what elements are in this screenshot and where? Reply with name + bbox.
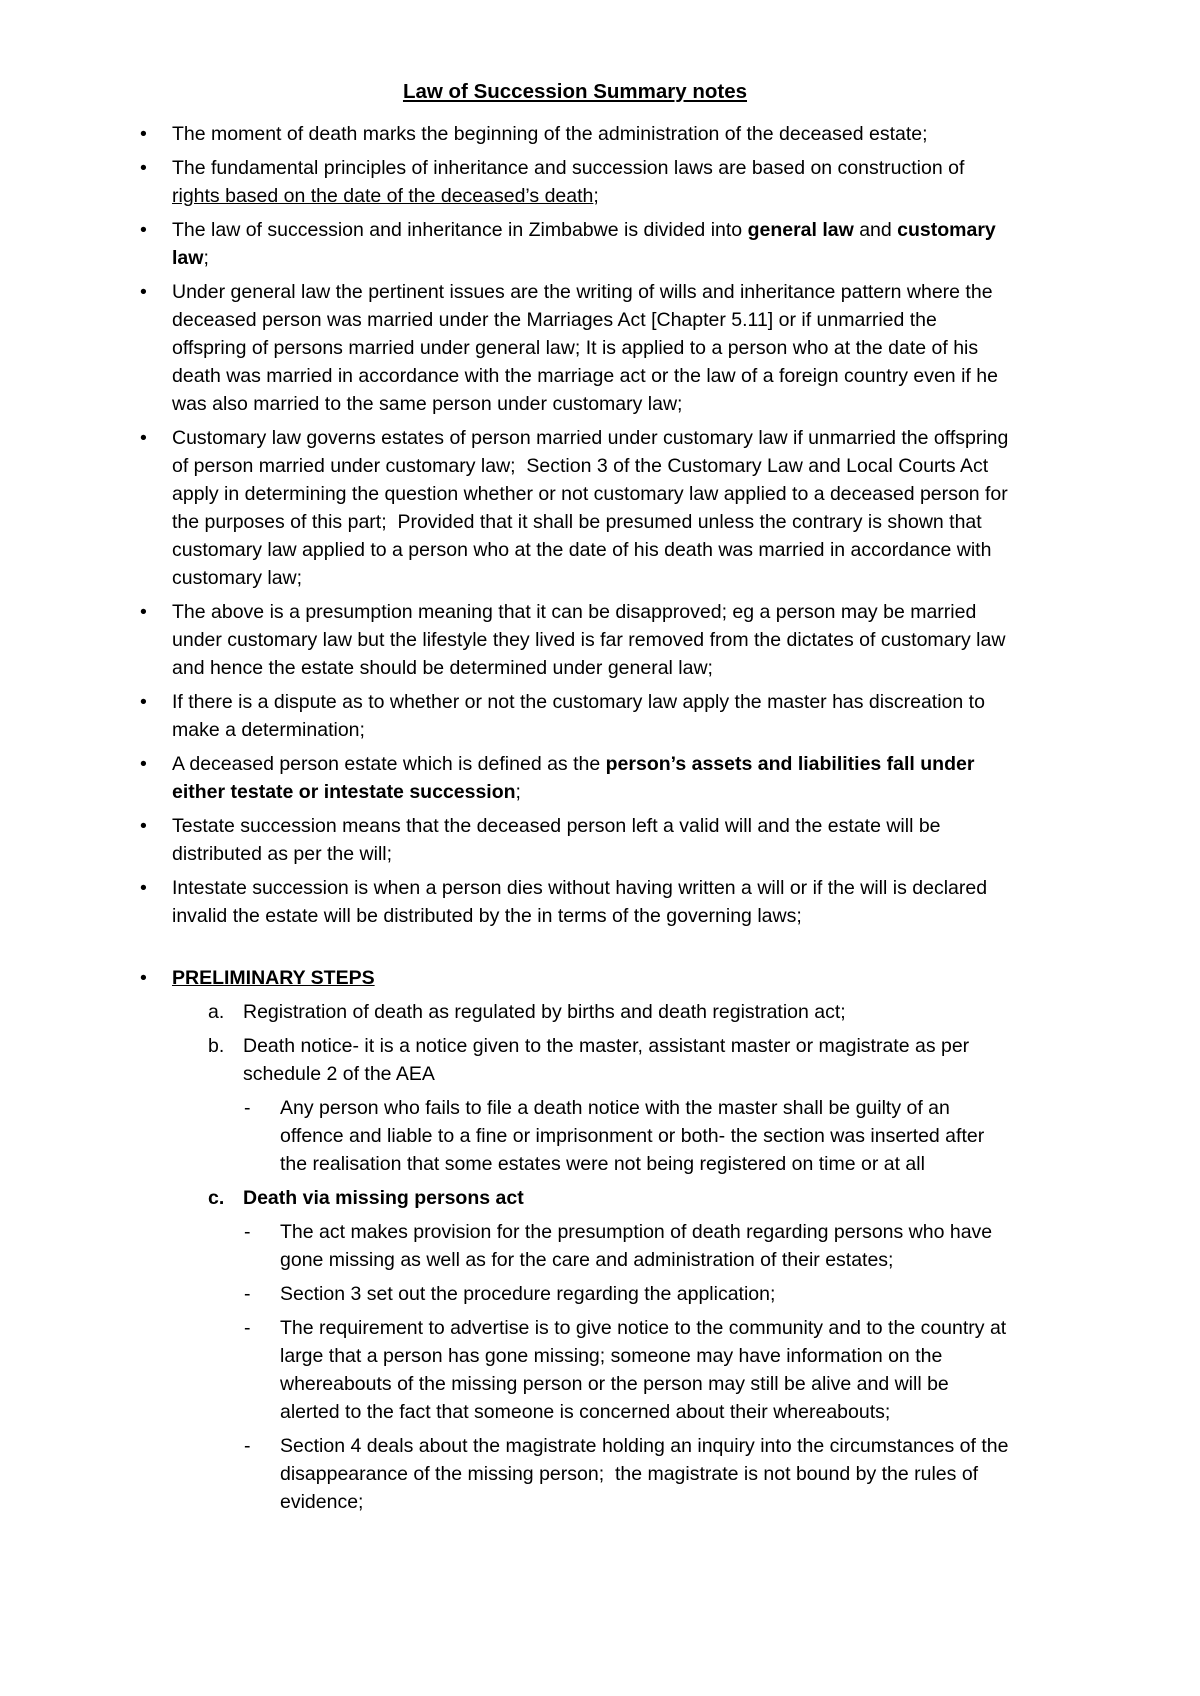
text-segment: ; [203, 247, 209, 269]
bullet-item [140, 688, 1010, 744]
text-segment: The law of succession and inheritance in Zimbabwe is divided into [172, 219, 748, 241]
text-segment: Any person who fails to file a death notice with the master shall be guilty of an offence and liable to a fine or imprisonment or both- the section was inserted after the realisation that some estates were not being registered on time or at all [280, 1097, 990, 1175]
text-segment: Section 4 deals about the magistrate holding an inquiry into the circumstances of the disappearance of the missing person; the magistrate is not bound by the rules of evidence; [280, 1435, 1014, 1513]
dash-item [244, 1280, 1010, 1308]
bullet-item [140, 750, 1010, 806]
text-segment: If there is a dispute as to whether or not the customary law apply the master has discreation to make a determination; [172, 691, 991, 741]
paragraph-text [172, 688, 1010, 744]
paragraph-text [172, 750, 1010, 806]
text-segment: A deceased person estate which is defined as the [172, 753, 606, 775]
bullet-marker: • [140, 427, 147, 449]
text-segment: The moment of death marks the beginning of the administration of the deceased estate; [172, 123, 928, 145]
text-segment: Registration of death as regulated by births and death registration act; [243, 1001, 846, 1023]
letter-label: c. [208, 1187, 225, 1209]
paragraph-text [172, 812, 1010, 868]
paragraph-text [172, 424, 1014, 592]
bullet-item [140, 278, 1010, 418]
bullet-marker: • [140, 157, 147, 179]
document-title: Law of Succession Summary notes [402, 80, 748, 103]
paragraph-text [172, 964, 1010, 992]
text-segment: Section 3 set out the procedure regarding the application; [280, 1283, 776, 1305]
text-segment: The above is a presumption meaning that it can be disapproved; eg a person may be married under customary law but the lifestyle they lived is far removed from the dictates of customary law and hence the estate should be determined under general law; [172, 601, 1011, 679]
bullet-item [140, 154, 1010, 210]
dash-marker: - [244, 1435, 251, 1457]
text-segment: Death notice- it is a notice given to the master, assistant master or magistrate as per schedule 2 of the AEA [243, 1035, 975, 1085]
text-segment: Customary law governs estates of person married under customary law if unmarried the offspring of person married under customary law; Section 3 of the Customary Law and Local Courts Act apply in determining the question whether or not customary law applied to a deceased person for the purposes of this part; Provided that it shall be presumed unless the contrary is shown that customary law applied to a person who at the date of his death was married in accordance with customary law; [172, 427, 1014, 589]
paragraph-text [243, 998, 1010, 1026]
bullet-marker: • [140, 219, 147, 241]
paragraph-text [172, 120, 1010, 148]
paragraph-text [172, 598, 1010, 682]
text-segment: Death via missing persons act [243, 1187, 524, 1209]
bullet-marker: • [140, 967, 147, 989]
text-segment: PRELIMINARY STEPS [172, 967, 375, 989]
bullet-item [140, 812, 1010, 868]
text-segment: ; [593, 185, 599, 207]
bullet-marker: • [140, 281, 147, 303]
paragraph-text [280, 1094, 1010, 1178]
paragraph-text [280, 1314, 1010, 1426]
bullet-item [140, 216, 1010, 272]
letter-label: b. [208, 1035, 225, 1057]
text-segment: The act makes provision for the presumption of death regarding persons who have gone missing as well as for the care and administration of their estates; [280, 1221, 998, 1271]
bullet-marker: • [140, 601, 147, 623]
bullet-item [140, 120, 1010, 148]
section-preliminary-steps [140, 964, 1014, 1516]
lettered-item [208, 1032, 1010, 1088]
text-segment: and [853, 219, 898, 241]
paragraph-text [172, 154, 1010, 210]
dash-item [244, 1314, 1010, 1426]
dash-item [244, 1094, 1010, 1178]
document-body [140, 120, 1014, 1516]
paragraph-text [172, 216, 1010, 272]
paragraph-text [280, 1280, 1010, 1308]
bullet-marker: • [140, 123, 147, 145]
dash-marker: - [244, 1283, 251, 1305]
bullet-item [140, 424, 1014, 592]
dash-item [244, 1218, 1010, 1274]
dash-item [244, 1432, 1014, 1516]
text-segment: Intestate succession is when a person dies without having written a will or if the will is declared invalid the estate will be distributed by the in terms of the governing laws; [172, 877, 993, 927]
paragraph-text [172, 874, 1010, 930]
section-summary-bullets [140, 120, 1014, 930]
dash-marker: - [244, 1317, 251, 1339]
paragraph-text [280, 1218, 1010, 1274]
text-segment: Under general law the pertinent issues are the writing of wills and inheritance pattern where the deceased person was married under the Marriages Act [Chapter 5.11] or if unmarried the offspring of persons married under general law; It is applied to a person who at the date of his death was married in accordance with the marriage act or the law of a foreign country even if he was also married to the same person under customary law; [172, 281, 1004, 415]
bullet-marker: • [140, 815, 147, 837]
letter-label: a. [208, 1001, 225, 1023]
dash-marker: - [244, 1097, 251, 1119]
text-segment: The fundamental principles of inheritance and succession laws are based on construction of [172, 157, 970, 179]
text-segment: ; [515, 781, 521, 803]
dash-marker: - [244, 1221, 251, 1243]
text-segment: Testate succession means that the deceased person left a valid will and the estate will be distributed as per the will; [172, 815, 946, 865]
bullet-marker: • [140, 691, 147, 713]
bullet-item [140, 874, 1010, 930]
text-segment: The requirement to advertise is to give notice to the community and to the country at large that a person has gone missing; someone may have information on the whereabouts of the missing person or the person may still be alive and will be alerted to the fact that someone is concerned about their whereabouts; [280, 1317, 1012, 1423]
lettered-item [208, 1184, 1010, 1212]
paragraph-text [172, 278, 1010, 418]
text-segment: person’s assets and liabilities fall under either testate or intestate succession [172, 753, 980, 803]
paragraph-text [280, 1432, 1014, 1516]
paragraph-text [243, 1032, 1010, 1088]
bullet-item [140, 598, 1010, 682]
text-segment: customary law [172, 219, 1002, 269]
text-segment: rights based on the date of the deceased’s death [172, 185, 594, 207]
bullet-item [140, 964, 1010, 992]
lettered-item [208, 998, 1010, 1026]
bullet-marker: • [140, 753, 147, 775]
paragraph-text [243, 1184, 1010, 1212]
text-segment: general law [747, 219, 854, 241]
bullet-marker: • [140, 877, 147, 899]
